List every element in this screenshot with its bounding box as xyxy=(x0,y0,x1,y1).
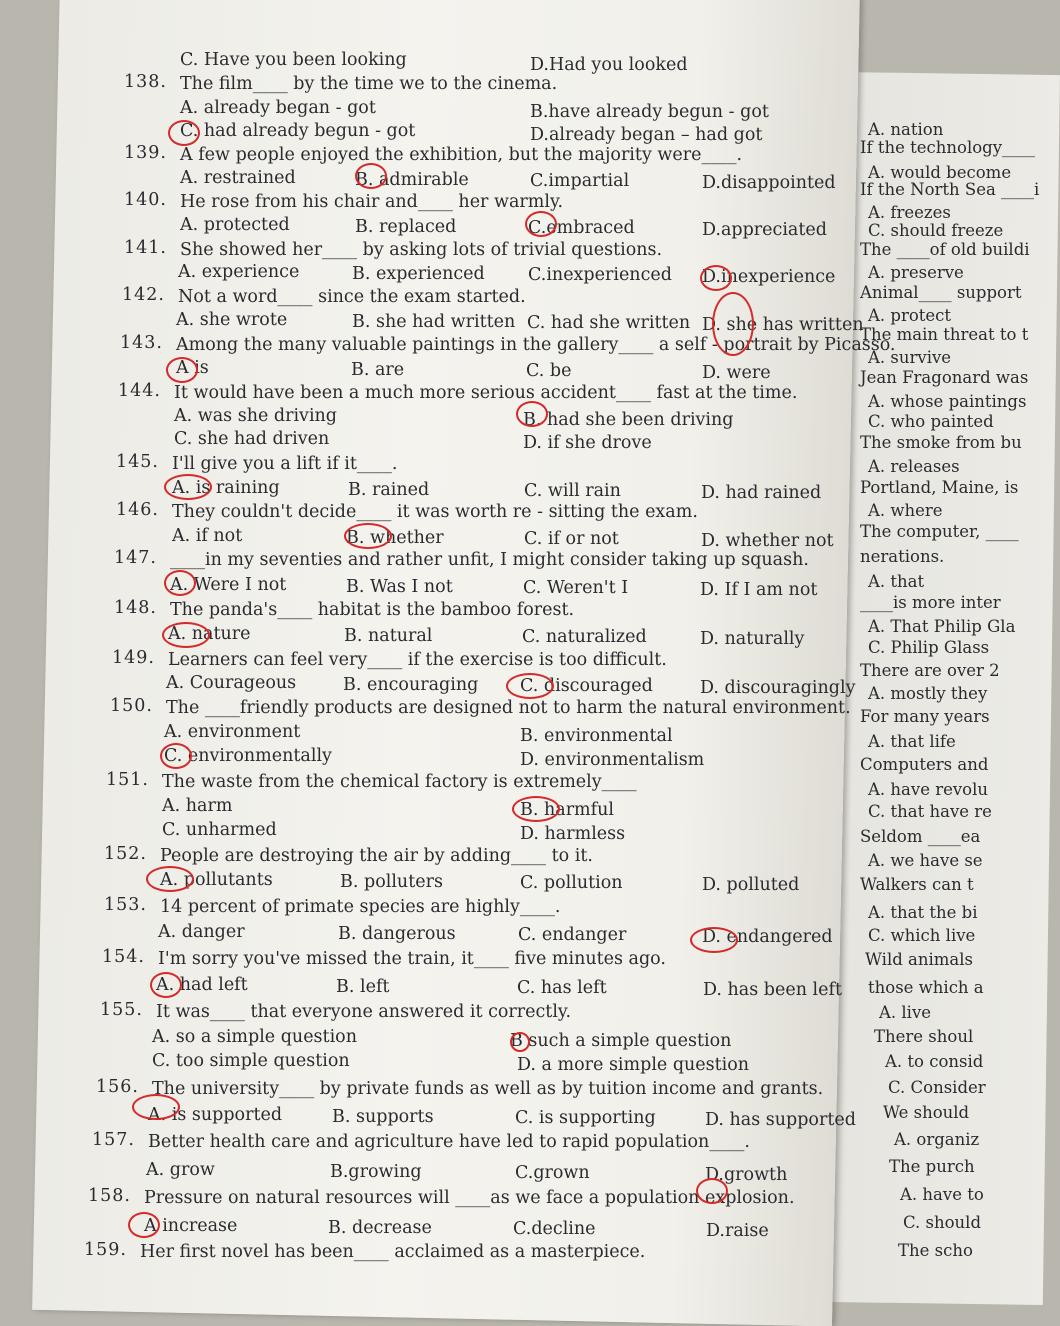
answer-option: A. grow xyxy=(146,1160,215,1180)
answer-option: C. is supporting xyxy=(515,1108,656,1128)
header-option-d: D.Had you looked xyxy=(530,55,688,75)
side-page-line: The smoke from bu xyxy=(860,433,1022,452)
question-stem: The university____ by private funds as well as by tuition income and grants. xyxy=(152,1079,824,1099)
circle-144-b xyxy=(516,401,548,427)
answer-option: B. Was I not xyxy=(346,576,453,597)
answer-option: B. she had written xyxy=(352,311,516,332)
side-page-line: A. would become xyxy=(868,163,1012,182)
circle-146-b xyxy=(344,523,392,549)
circle-148-a xyxy=(162,622,210,648)
answer-option: C. will rain xyxy=(524,481,621,501)
answer-option: B. polluters xyxy=(340,871,443,892)
answer-option: D. polluted xyxy=(702,874,800,895)
answer-option: C. she had driven xyxy=(174,429,330,449)
answer-option: C. had she written xyxy=(527,313,691,333)
question-number: 142. xyxy=(122,285,165,305)
answer-option: D.already began – had got xyxy=(530,125,763,145)
answer-option: A. so a simple question xyxy=(152,1027,357,1047)
question-stem: They couldn't decide____ it was worth re - sitting the exam. xyxy=(172,502,698,522)
question-number: 147. xyxy=(114,548,157,568)
answer-option: D.disappointed xyxy=(702,172,836,193)
side-page-line: There are over 2 xyxy=(860,661,1000,680)
answer-option: D. harmless xyxy=(520,824,626,844)
answer-option: D.appreciated xyxy=(702,219,827,240)
question-number: 139. xyxy=(124,143,167,163)
question-stem: ____in my seventies and rather unfit, I might consider taking up squash. xyxy=(170,550,809,570)
answer-option: C. pollution xyxy=(520,873,623,893)
question-stem: Learners can feel very____ if the exercise is too difficult. xyxy=(168,650,667,670)
side-page-line: C. should freeze xyxy=(868,221,1004,240)
side-page-line: C. Philip Glass xyxy=(868,638,990,657)
question-stem: Better health care and agriculture have led to rapid population____. xyxy=(148,1132,750,1152)
side-page-line: ____is more inter xyxy=(860,593,1001,612)
answer-option: C. Weren't I xyxy=(523,578,629,598)
side-page-line: A. That Philip Gla xyxy=(868,617,1016,636)
side-page-line: If the technology____ xyxy=(860,138,1036,157)
answer-option: B. admirable xyxy=(355,169,469,190)
answer-option: C. had already begun - got xyxy=(180,121,416,141)
side-page-line: A. to consid xyxy=(885,1052,984,1071)
side-page-line: We should xyxy=(883,1103,970,1122)
circle-156-a xyxy=(132,1094,180,1120)
side-page-line: C. which live xyxy=(868,926,976,945)
answer-option: B. supports xyxy=(332,1106,434,1127)
side-page-line: A. where xyxy=(868,501,943,520)
answer-option: A is xyxy=(176,358,209,378)
circle-139-b xyxy=(355,163,387,189)
answer-option: A. danger xyxy=(158,922,245,942)
question-stem: Not a word____ since the exam started. xyxy=(178,287,526,307)
side-page-line: A. live xyxy=(879,1003,932,1022)
circle-155-b xyxy=(510,1032,530,1052)
answer-option: D.inexperience xyxy=(702,266,836,287)
answer-option: A. nature xyxy=(168,624,251,644)
question-number: 151. xyxy=(106,770,149,790)
answer-option: C. too simple question xyxy=(152,1051,350,1071)
answer-option: A. is supported xyxy=(148,1105,283,1125)
circle-158-a xyxy=(128,1212,160,1238)
question-stem: I'm sorry you've missed the train, it____ five minutes ago. xyxy=(158,949,666,969)
answer-option: A. is raining xyxy=(172,478,280,498)
answer-option: C.grown xyxy=(515,1163,590,1183)
side-page-line: A. we have se xyxy=(868,851,983,870)
side-page-line: The purch xyxy=(889,1157,975,1176)
answer-option: D. If I am not xyxy=(700,579,818,600)
question-stem: It would have been a much more serious accident____ fast at the time. xyxy=(174,383,798,403)
answer-option: C. be xyxy=(526,361,572,381)
side-page-line: Wild animals xyxy=(865,950,973,969)
question-stem: Her first novel has been____ acclaimed as a masterpiece. xyxy=(140,1242,646,1262)
side-page-line: Jean Fragonard was xyxy=(860,368,1029,387)
side-page-line: A. whose paintings xyxy=(868,392,1027,411)
answer-option: D. had rained xyxy=(701,482,822,503)
answer-option: D. if she drove xyxy=(523,433,652,453)
question-stem: Among the many valuable paintings in the gallery____ a self - portrait by Picasso. xyxy=(176,335,896,355)
side-page-line: A. have to xyxy=(900,1185,984,1204)
answer-option: B. environmental xyxy=(520,726,673,746)
question-stem: The film____ by the time we to the cinema. xyxy=(180,74,558,94)
side-page-line: A. mostly they xyxy=(868,684,988,703)
answer-option: A. was she driving xyxy=(174,406,338,426)
answer-option: B. natural xyxy=(344,625,433,646)
answer-option: A. harm xyxy=(162,796,233,816)
circle-152-a xyxy=(146,866,194,892)
answer-option: C. discouraged xyxy=(520,676,653,696)
answer-option: B.have already begun - got xyxy=(530,102,769,122)
answer-option: C.decline xyxy=(513,1219,596,1239)
answer-option: B. harmful xyxy=(520,800,614,820)
answer-option: D. a more simple question xyxy=(517,1055,750,1075)
question-number: 157. xyxy=(92,1130,135,1150)
question-stem: The panda's____ habitat is the bamboo forest. xyxy=(170,600,575,620)
side-page-line: C. that have re xyxy=(868,802,992,821)
answer-option: A increase xyxy=(144,1216,238,1236)
question-stem: The ____friendly products are designed not to harm the natural environment. xyxy=(166,698,851,718)
answer-option: D. discouragingly xyxy=(700,677,856,698)
question-stem: She showed her____ by asking lots of trivial questions. xyxy=(180,240,663,260)
answer-option: C.embraced xyxy=(528,218,635,238)
side-page-line: C. Consider xyxy=(888,1078,986,1097)
side-page-line: A. organiz xyxy=(894,1130,980,1149)
header-option-c: C. Have you been looking xyxy=(180,50,407,70)
question-stem: A few people enjoyed the exhibition, but the majority were____. xyxy=(180,145,743,165)
answer-option: C. environmentally xyxy=(164,746,332,766)
side-page-line: A. protect xyxy=(868,306,952,325)
answer-option: B. whether xyxy=(346,527,444,548)
answer-option: D. environmentalism xyxy=(520,750,705,770)
question-stem: People are destroying the air by adding____ to it. xyxy=(160,846,593,866)
question-number: 145. xyxy=(116,452,159,472)
side-page-line: A. survive xyxy=(868,348,952,367)
answer-option: C.inexperienced xyxy=(528,265,672,285)
answer-option: A. pollutants xyxy=(160,870,273,890)
question-number: 152. xyxy=(104,844,147,864)
circle-157-d xyxy=(696,1178,728,1204)
question-stem: The waste from the chemical factory is extremely____ xyxy=(162,772,637,792)
side-page-line: those which a xyxy=(868,978,984,997)
circle-151-b xyxy=(512,796,560,822)
answer-option: D. she has written xyxy=(702,314,864,335)
side-page-line: There shoul xyxy=(874,1027,974,1046)
answer-option: C. if or not xyxy=(524,529,619,549)
question-stem: 14 percent of primate species are highly____. xyxy=(160,897,561,917)
side-page-line: The ____of old buildi xyxy=(860,240,1030,259)
question-number: 143. xyxy=(120,333,163,353)
question-number: 138. xyxy=(124,72,167,92)
question-number: 146. xyxy=(116,500,159,520)
answer-option: A. environment xyxy=(164,722,301,742)
answer-option: B. are xyxy=(351,359,405,380)
side-page-line: A. preserve xyxy=(868,263,964,282)
answer-option: C. has left xyxy=(517,978,607,998)
answer-option: B. experienced xyxy=(352,263,485,284)
answer-option: B.growing xyxy=(330,1161,422,1182)
question-number: 148. xyxy=(114,598,157,618)
question-stem: He rose from his chair and____ her warmly. xyxy=(180,192,564,212)
question-number: 150. xyxy=(110,696,153,716)
side-page-line: For many years xyxy=(860,707,990,726)
side-page-line: nerations. xyxy=(860,547,945,566)
side-page-line: Seldom ____ea xyxy=(860,827,981,846)
side-page-line: C. should xyxy=(903,1213,982,1232)
question-number: 153. xyxy=(104,895,147,915)
circle-154-a xyxy=(150,972,182,998)
question-number: 144. xyxy=(118,381,161,401)
answer-option: B such a simple question xyxy=(510,1031,732,1051)
answer-option: B. decrease xyxy=(328,1217,432,1238)
side-page-line: A. nation xyxy=(868,120,944,139)
question-number: 156. xyxy=(96,1077,139,1097)
side-page-line: A. have revolu xyxy=(868,780,989,799)
circle-145-a xyxy=(164,474,212,500)
question-number: 149. xyxy=(112,648,155,668)
side-page-line: The computer, ____ xyxy=(860,522,1019,541)
circle-143-a xyxy=(166,357,198,383)
circle-149-c xyxy=(506,673,554,699)
answer-option: D. were xyxy=(702,362,771,383)
circle-139-c xyxy=(168,120,200,146)
question-stem: It was____ that everyone answered it correctly. xyxy=(156,1002,572,1022)
question-stem: I'll give you a lift if it____. xyxy=(172,454,398,474)
answer-option: C.impartial xyxy=(530,171,630,191)
answer-option: B. replaced xyxy=(355,216,457,237)
answer-option: D. has supported xyxy=(705,1109,856,1130)
answer-option: A. had left xyxy=(156,975,248,995)
answer-option: C. unharmed xyxy=(162,820,277,840)
side-page-line: Animal____ support xyxy=(860,283,1022,302)
side-page-line: The main threat to t xyxy=(860,325,1029,344)
answer-option: B. had she been driving xyxy=(523,410,734,430)
answer-option: D. endangered xyxy=(702,926,833,947)
circle-150-c xyxy=(160,743,192,769)
circle-140-c xyxy=(525,211,557,237)
answer-option: B. left xyxy=(336,976,390,997)
answer-option: A. Were I not xyxy=(170,575,287,595)
side-page-line: Portland, Maine, is xyxy=(860,478,1019,497)
question-number: 154. xyxy=(102,947,145,967)
side-page-line: C. who painted xyxy=(868,412,994,431)
question-number: 155. xyxy=(100,1000,143,1020)
answer-option: A. she wrote xyxy=(176,310,288,330)
side-page-line: A. that life xyxy=(868,732,956,751)
answer-option: B. rained xyxy=(348,479,430,500)
answer-option: A. Courageous xyxy=(166,673,297,693)
side-page-line: The scho xyxy=(898,1241,973,1260)
side-page-line: A. that xyxy=(868,572,925,591)
circle-142-d xyxy=(712,292,754,356)
answer-option: D.growth xyxy=(705,1164,788,1185)
question-number: 159. xyxy=(84,1240,127,1260)
answer-option: D.raise xyxy=(706,1220,769,1241)
answer-option: B. dangerous xyxy=(338,923,456,944)
answer-option: D. whether not xyxy=(701,530,834,551)
circle-153-d xyxy=(690,927,738,953)
question-stem: Pressure on natural resources will ____as we face a population explosion. xyxy=(144,1188,795,1208)
answer-option: D. has been left xyxy=(703,979,842,1000)
answer-option: B. encouraging xyxy=(343,674,479,695)
answer-option: A. if not xyxy=(172,526,243,546)
answer-option: A. experience xyxy=(178,262,300,282)
side-page-line: A. releases xyxy=(868,457,960,476)
question-number: 141. xyxy=(124,238,167,258)
answer-option: C. endanger xyxy=(518,925,627,945)
answer-option: A. protected xyxy=(180,215,290,235)
answer-option: C. naturalized xyxy=(522,627,647,647)
side-page-line: A. freezes xyxy=(868,203,951,222)
circle-147-a xyxy=(164,570,196,596)
question-number: 158. xyxy=(88,1186,131,1206)
question-number: 140. xyxy=(124,190,167,210)
side-page-line: If the North Sea ____i xyxy=(860,180,1040,199)
answer-option: D. naturally xyxy=(700,628,805,649)
side-page-line: Computers and xyxy=(860,755,989,774)
answer-option: A. already began - got xyxy=(180,98,376,118)
answer-option: A. restrained xyxy=(180,168,296,188)
side-page-line: A. that the bi xyxy=(868,903,978,922)
side-page-line: Walkers can t xyxy=(860,875,974,894)
circle-141-d xyxy=(700,265,732,291)
